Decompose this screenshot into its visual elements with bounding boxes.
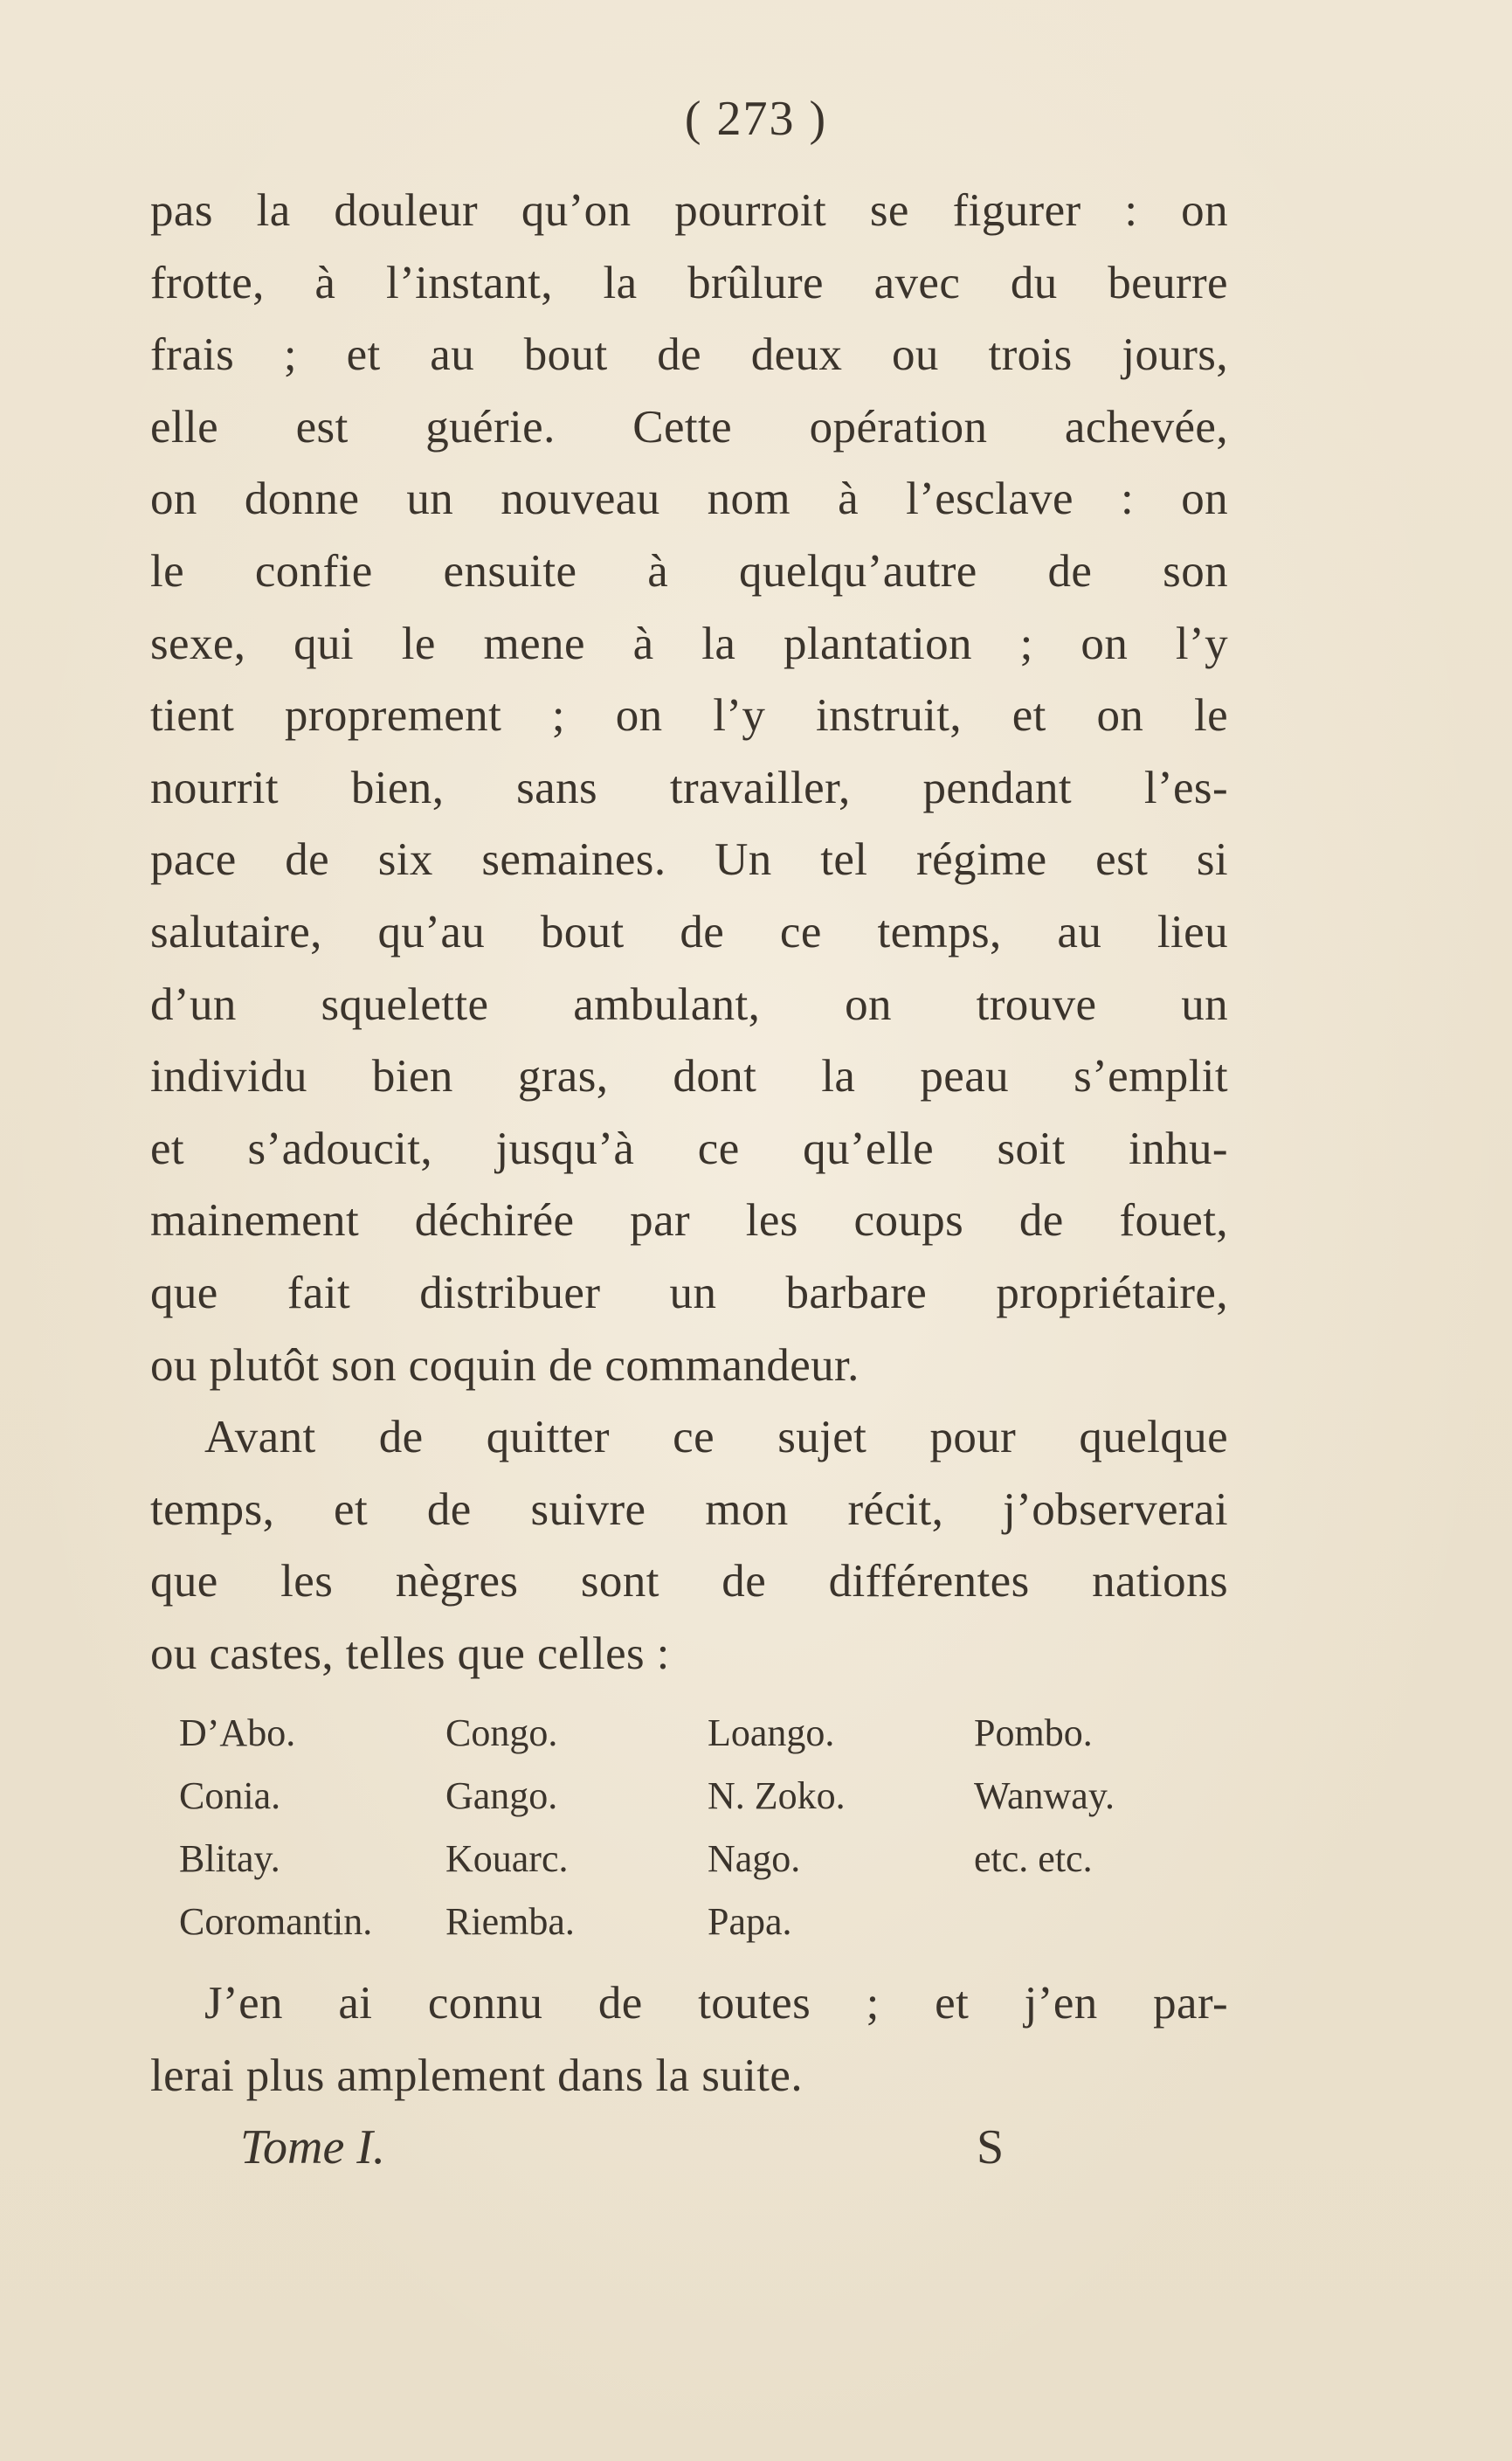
caste-name: Loango. — [708, 1711, 835, 1754]
caste-name: Nago. — [708, 1837, 801, 1880]
text-line: lerai plus amplement dans la suite. — [150, 2050, 803, 2101]
text-line: ou plutôt son coquin de commandeur. — [150, 1339, 860, 1391]
page-number: ( 273 ) — [684, 92, 828, 146]
text-line: on donne un nouveau nom à l’esclave : on — [150, 474, 1228, 525]
text-line: tient proprement ; on l’y instruit, et on le — [150, 690, 1228, 742]
text-line: d’un squelette ambulant, on trouve un — [150, 978, 1228, 1030]
caste-name: Wanway. — [974, 1774, 1115, 1817]
castes-table — [179, 1702, 1227, 1953]
text-line: que les nègres sont de différentes nations — [150, 1556, 1228, 1607]
volume-label: Tome I. — [240, 2120, 385, 2174]
text-line: ou castes, telles que celles : — [150, 1628, 670, 1679]
text-line: pace de six semaines. Un tel régime est si — [150, 834, 1228, 886]
text-line: temps, et de suivre mon récit, j’observerai — [150, 1483, 1228, 1535]
caste-name: Coromantin. — [179, 1900, 373, 1943]
text-line: frais ; et au bout de deux ou trois jours, — [150, 329, 1228, 381]
text-line: nourrit bien, sans travailler, pendant l’es- — [150, 762, 1228, 813]
text-line: sexe, qui le mene à la plantation ; on l’y — [150, 618, 1228, 669]
caste-name: Gango. — [445, 1774, 558, 1817]
caste-row — [179, 1702, 1227, 1765]
closing-paragraph — [150, 1967, 1228, 2112]
caste-name: Kouarc. — [445, 1837, 569, 1880]
text-line: J’en ai connu de toutes ; et j’en par- — [204, 1978, 1228, 2029]
body-text — [150, 175, 1228, 1690]
signature-mark: S — [977, 2120, 1005, 2174]
caste-row — [179, 1891, 1227, 1953]
caste-name: etc. etc. — [974, 1837, 1093, 1880]
text-line: frotte, à l’instant, la brûlure avec du beurre — [150, 257, 1228, 308]
caste-name: D’Abo. — [179, 1711, 296, 1754]
caste-name: Papa. — [708, 1900, 792, 1943]
caste-row — [179, 1765, 1227, 1828]
text-line: individu bien gras, dont la peau s’emplit — [150, 1051, 1228, 1103]
text-line: que fait distribuer un barbare propriétaire, — [150, 1267, 1228, 1318]
text-line: salutaire, qu’au bout de ce temps, au lieu — [150, 906, 1228, 957]
text-line: et s’adoucit, jusqu’à ce qu’elle soit inhu- — [150, 1123, 1228, 1174]
text-line: Avant de quitter ce sujet pour quelque — [204, 1412, 1228, 1463]
caste-name: N. Zoko. — [708, 1774, 846, 1817]
caste-name: Riemba. — [445, 1900, 575, 1943]
caste-row — [179, 1828, 1227, 1891]
caste-name: Blitay. — [179, 1837, 280, 1880]
page-footer — [0, 2112, 1512, 2182]
caste-name: Congo. — [445, 1711, 558, 1754]
caste-name: Pombo. — [974, 1711, 1093, 1754]
text-line: elle est guérie. Cette opération achevée, — [150, 401, 1228, 453]
text-line: mainement déchirée par les coups de fouet, — [150, 1195, 1228, 1247]
text-line: le confie ensuite à quelqu’autre de son — [150, 545, 1228, 597]
caste-name: Conia. — [179, 1774, 281, 1817]
text-line: pas la douleur qu’on pourroit se figurer : on — [150, 185, 1228, 236]
